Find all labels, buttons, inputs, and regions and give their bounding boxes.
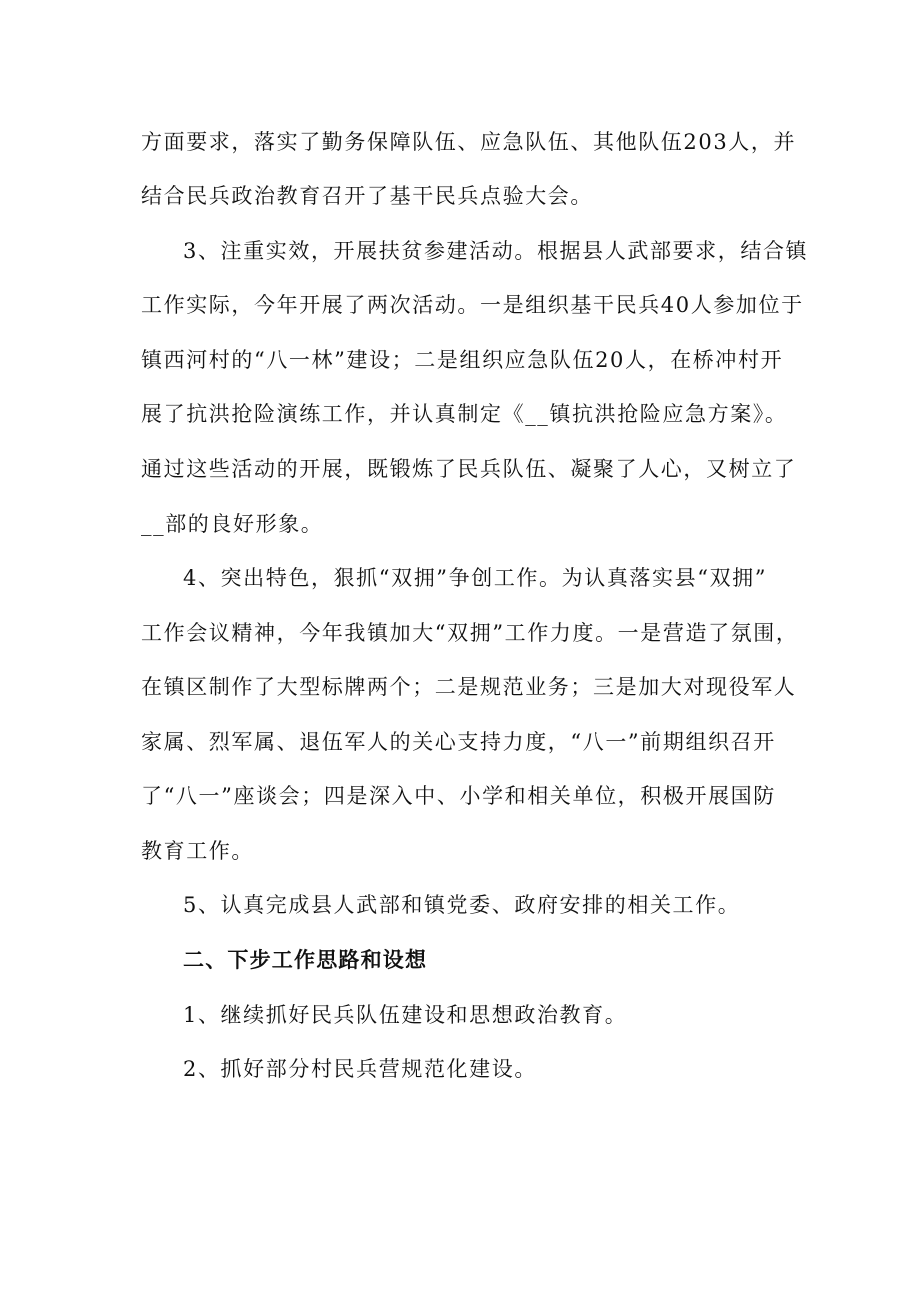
paragraph-start-line: 2、抓好部分村民兵营规范化建设。 <box>183 1057 537 1081</box>
text-line: 工作会议精神，今年我镇加大“双拥”工作力度。一是营造了氛围， <box>141 621 799 645</box>
text-line: 通过这些活动的开展，既锻炼了民兵队伍、凝聚了人心，又树立了 <box>141 457 797 481</box>
section-heading: 二、下步工作思路和设想 <box>183 948 428 972</box>
text-line: 工作实际，今年开展了两次活动。一是组织基干民兵40人参加位于 <box>141 293 804 317</box>
paragraph-start-line: 4、突出特色，狠抓“双拥”争创工作。为认真落实县“双拥” <box>183 566 768 590</box>
text-line: __部的良好形象。 <box>141 512 324 536</box>
text-line: 在镇区制作了大型标牌两个；二是规范业务；三是加大对现役军人 <box>141 675 797 699</box>
text-line: 镇西河村的“八一林”建设；二是组织应急队伍20人，在桥冲村开 <box>141 348 784 372</box>
text-line: 家属、烈军属、退伍军人的关心支持力度，“八一”前期组织召开 <box>141 730 776 754</box>
paragraph-start-line: 3、注重实效，开展扶贫参建活动。根据县人武部要求，结合镇 <box>183 239 809 263</box>
text-line: 展了抗洪抢险演练工作，并认真制定《__镇抗洪抢险应急方案》。 <box>141 402 788 426</box>
paragraph-start-line: 1、继续抓好民兵队伍建设和思想政治教育。 <box>183 1003 628 1027</box>
text-line: 结合民兵政治教育召开了基干民兵点验大会。 <box>141 184 593 208</box>
text-line: 教育工作。 <box>141 839 254 863</box>
text-line: 方面要求，落实了勤务保障队伍、应急队伍、其他队伍203人，并 <box>141 130 797 154</box>
text-line: 了“八一”座谈会；四是深入中、小学和相关单位，积极开展国防 <box>141 784 776 808</box>
paragraph-start-line: 5、认真完成县人武部和镇党委、政府安排的相关工作。 <box>183 893 741 917</box>
